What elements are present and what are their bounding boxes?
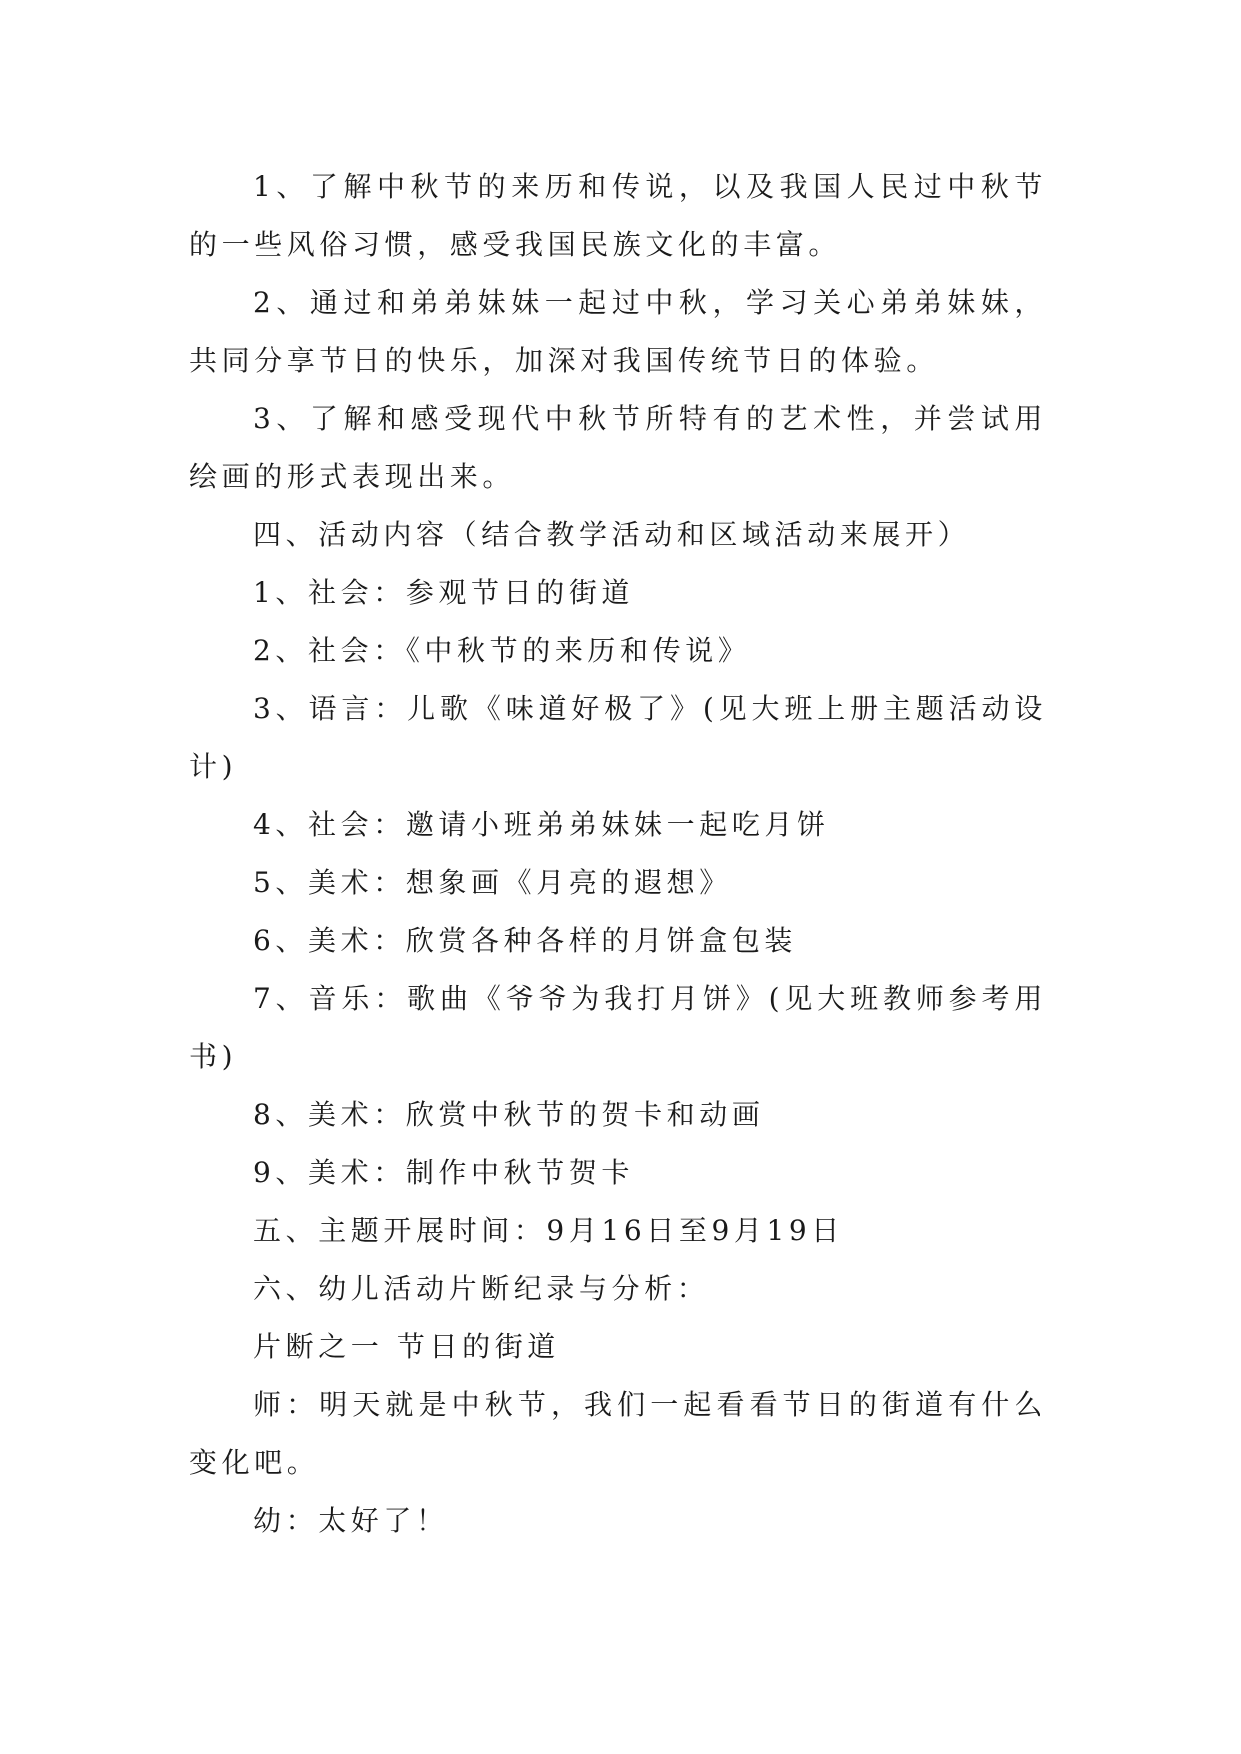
dialogue-child: 幼：太好了！ [253, 1504, 449, 1537]
section-heading-record-analysis: 六、幼儿活动片断纪录与分析： [253, 1272, 710, 1305]
activity-item-5: 5、美术：想象画《月亮的遐想》 [253, 866, 732, 899]
activity-item-7: 7、音乐：歌曲《爷爷为我打月饼》(见大班教师参考用书) [189, 982, 1047, 1073]
section-heading-activity-content: 四、活动内容（结合教学活动和区域活动来展开） [253, 518, 971, 551]
section-heading-schedule: 五、主题开展时间：9月16日至9月19日 [253, 1214, 844, 1247]
activity-item-3: 3、语言：儿歌《味道好极了》(见大班上册主题活动设计) [189, 692, 1047, 783]
activity-item-6: 6、美术：欣赏各种各样的月饼盒包装 [253, 924, 798, 957]
paragraph-goal-2: 2、通过和弟弟妹妹一起过中秋，学习关心弟弟妹妹，共同分享节日的快乐，加深对我国传统节日的体验。 [189, 286, 1047, 377]
dialogue-teacher: 师：明天就是中秋节，我们一起看看节日的街道有什么变化吧。 [189, 1388, 1047, 1479]
activity-item-9: 9、美术：制作中秋节贺卡 [253, 1156, 635, 1189]
document-body [189, 158, 1047, 1550]
fragment-title: 片断之一 节日的街道 [253, 1330, 560, 1363]
activity-item-2: 2、社会：《中秋节的来历和传说》 [253, 634, 751, 667]
activity-item-1: 1、社会：参观节日的街道 [253, 576, 635, 609]
paragraph-goal-1: 1、了解中秋节的来历和传说，以及我国人民过中秋节的一些风俗习惯，感受我国民族文化的丰富。 [189, 170, 1047, 261]
paragraph-goal-3: 3、了解和感受现代中秋节所特有的艺术性，并尝试用绘画的形式表现出来。 [189, 402, 1047, 493]
activity-item-4: 4、社会：邀请小班弟弟妹妹一起吃月饼 [253, 808, 830, 841]
activity-item-8: 8、美术：欣赏中秋节的贺卡和动画 [253, 1098, 765, 1131]
